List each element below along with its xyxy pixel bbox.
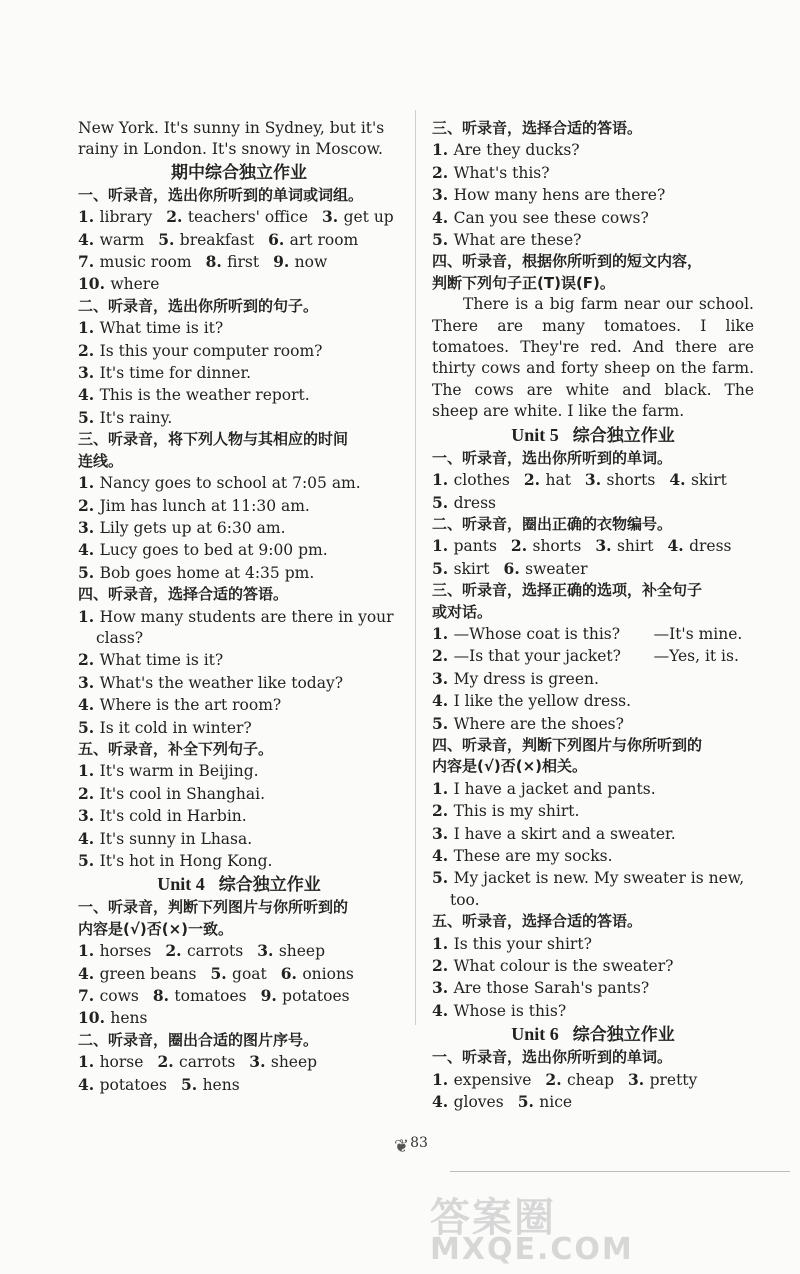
item-number: 3. (432, 668, 454, 688)
word-item: 4. gloves (432, 1092, 504, 1112)
word-row (78, 229, 400, 251)
item-number: 2. (78, 340, 100, 360)
list-item (78, 495, 400, 517)
item-number: 1. (432, 778, 454, 798)
item-text: How many hens are there? (453, 186, 666, 205)
item-text: My dress is green. (453, 669, 599, 688)
item-number: 2. (78, 783, 100, 803)
word-row (78, 963, 400, 985)
item-text: What are these? (453, 231, 582, 250)
list-item (432, 207, 754, 229)
item-number: 2. (432, 956, 454, 976)
word-item: 4. skirt (669, 470, 727, 490)
list-item (78, 805, 400, 827)
unit5-s4-list (432, 778, 754, 868)
unit4-s2-title: 二、听录音，圈出合适的图片序号。 (78, 1030, 319, 1049)
list-item (432, 184, 754, 206)
word-item: 1. horse (78, 1052, 144, 1072)
word-item: 3. shorts (584, 470, 656, 490)
list-item (78, 850, 400, 872)
unit4-s1-title-cont: 内容是(√)否(×)一致。 (78, 919, 233, 938)
item-text: It's cool in Shanghai. (99, 784, 266, 803)
watermark-url: MXQE.COM (430, 1232, 634, 1267)
unit-label: Unit 4 (157, 874, 205, 895)
s3-title: 三、听录音，选择合适的答语。 (432, 119, 643, 137)
leaf-ornament-icon: ❦ (394, 1136, 410, 1157)
list-item (78, 317, 400, 339)
word-item: 9. now (273, 252, 328, 272)
midterm-s4-title: 四、听录音，选择合适的答语。 (78, 585, 289, 604)
word-item: 4. green beans (78, 963, 197, 983)
item-text: What colour is the sweater? (453, 957, 674, 976)
item-text: It's cold in Harbin. (99, 807, 247, 826)
word-item: 2. carrots (165, 941, 244, 961)
word-item: 4. warm (78, 229, 145, 249)
unit-label: Unit 5 (511, 424, 559, 445)
item-text: What's this? (453, 163, 550, 182)
word-item: 2. carrots (157, 1052, 236, 1072)
word-row (78, 273, 400, 295)
word-item: 6. sweater (503, 558, 588, 578)
word-row (432, 492, 754, 514)
midterm-s1-rows (78, 206, 400, 296)
word-item: 5. dress (432, 492, 496, 512)
column-divider (415, 110, 416, 1025)
list-item (78, 539, 400, 561)
item-text: What time is it? (99, 651, 224, 670)
item-text: Bob goes home at 4:35 pm. (99, 563, 315, 582)
word-row (78, 1074, 400, 1096)
list-item (78, 517, 400, 539)
item-text: Is it cold in winter? (99, 718, 252, 737)
word-item: 5. goat (210, 963, 267, 983)
farm-passage: There is a big farm near our school. There are many tomatoes. I like tomatoes. They're red. And there are thirty cows and forty sheep on the farm. The cows are white and black. The sheep are white. I like the farm. (432, 295, 754, 421)
item-text: These are my socks. (453, 847, 613, 865)
item-text: Lily gets up at 6:30 am. (99, 518, 286, 537)
list-item (78, 362, 400, 384)
unit6-s1-title: 一、听录音，选出你所听到的单词。 (432, 1048, 673, 1067)
item-number: 5. (432, 230, 454, 250)
list-item (432, 162, 754, 184)
unit5-s5-title: 五、听录音，选择合适的答语。 (432, 912, 643, 931)
item-number: 5. (78, 562, 100, 582)
unit4-s1-rows (78, 940, 400, 1030)
s4-title: 四、听录音，根据你所听到的短文内容， (432, 252, 703, 271)
item-text: It's warm in Beijing. (99, 762, 259, 781)
word-row (432, 1069, 754, 1091)
list-item (78, 672, 400, 694)
list-item: 1. How many students are there in your (78, 606, 394, 626)
page-number: ❦ 83 (398, 1128, 440, 1158)
item-number: 1. (78, 761, 100, 781)
item-number: 2. (432, 801, 454, 821)
item-text: Where are the shoes? (453, 714, 624, 733)
word-item: 8. tomatoes (152, 986, 247, 1006)
word-row (432, 1091, 754, 1113)
word-item: 4. potatoes (78, 1074, 167, 1094)
midterm-s3-list (78, 472, 400, 584)
list-item-cont: class? (96, 628, 144, 647)
item-number: 3. (432, 185, 454, 205)
list-item (432, 229, 754, 251)
intro-line: rainy in London. It's snowy in Moscow. (78, 140, 383, 159)
left-column (78, 118, 400, 1096)
item-number: 5. (432, 713, 454, 733)
midterm-title: 期中综合独立作业 (171, 162, 307, 183)
item-text: It's sunny in Lhasa. (99, 829, 253, 848)
list-item (432, 690, 754, 712)
item-number: 3. (432, 978, 454, 998)
word-row (78, 1051, 400, 1073)
unit5-title (432, 423, 754, 448)
word-item: 5. hens (181, 1074, 240, 1094)
item-number: 3. (78, 363, 100, 383)
word-item: 7. cows (78, 986, 139, 1006)
unit5-s3-title-cont: 或对话。 (432, 602, 493, 621)
list-item (432, 845, 754, 867)
item-number: 4. (78, 828, 100, 848)
list-item (78, 783, 400, 805)
item-number: 5. (78, 851, 100, 870)
unit5-s2-rows (432, 535, 754, 580)
list-item (432, 713, 754, 735)
midterm-s4-list (78, 649, 400, 739)
word-row (432, 469, 754, 491)
word-item: 5. breakfast (158, 229, 255, 249)
item-text: Nancy goes to school at 7:05 am. (99, 474, 361, 493)
item-number: 1. (78, 473, 100, 493)
midterm-s1-title: 一、听录音，选出你所听到的单词或词组。 (78, 185, 364, 204)
item-text: Where is the art room? (99, 696, 282, 715)
item-number: 1. (432, 933, 454, 953)
word-item: 3. pretty (628, 1069, 698, 1089)
item-text: I have a skirt and a sweater. (453, 824, 676, 843)
item-text: This is my shirt. (453, 802, 580, 821)
list-item: 5. My jacket is new. My sweater is new, (432, 868, 745, 888)
item-text: This is the weather report. (99, 386, 310, 405)
item-number: 2. (432, 162, 454, 182)
list-item (78, 694, 400, 716)
item-number: 1. (78, 318, 100, 338)
item-number: 2. (78, 495, 100, 515)
list-item (78, 717, 400, 739)
item-number: 2. (78, 650, 100, 670)
s3-list (432, 139, 754, 251)
item-number: 4. (78, 540, 100, 560)
word-item: 10. where (78, 274, 160, 294)
item-text: I like the yellow dress. (453, 692, 632, 711)
item-number: 1. (432, 140, 454, 160)
item-text: Can you see these cows? (453, 208, 649, 227)
list-item (78, 407, 400, 429)
right-column (432, 118, 754, 1113)
list-item (432, 139, 754, 161)
midterm-s5-list (78, 760, 400, 872)
word-item: 3. sheep (249, 1052, 318, 1072)
unit5-s5-list (432, 933, 754, 1023)
midterm-s2-title: 二、听录音，选出你所听到的句子。 (78, 296, 319, 315)
list-item (432, 1000, 754, 1022)
word-item: 6. onions (280, 963, 354, 983)
unit-heading: 综合独立作业 (572, 1025, 675, 1046)
word-item: 2. shorts (510, 536, 582, 556)
word-item: 1. pants (432, 536, 497, 556)
word-item: 10. hens (78, 1008, 148, 1028)
word-row (78, 940, 400, 962)
item-number: 3. (78, 806, 100, 826)
list-item (432, 800, 754, 822)
midterm-s2-list (78, 317, 400, 429)
word-row (78, 985, 400, 1007)
unit5-s3-title: 三、听录音，选择正确的选项，补全句子 (432, 581, 703, 600)
unit4-s1-title: 一、听录音，判断下列图片与你所听到的 (78, 898, 349, 917)
item-text: It's time for dinner. (99, 364, 252, 383)
list-item (432, 668, 754, 690)
list-item (78, 340, 400, 362)
unit5-s1-rows (432, 469, 754, 514)
word-item: 1. horses (78, 941, 152, 961)
item-text: Lucy goes to bed at 9:00 pm. (99, 541, 328, 560)
item-number: 3. (78, 672, 100, 692)
unit4-s2-rows (78, 1051, 400, 1096)
unit5-s4-title-cont: 内容是(√)否(×)相关。 (432, 757, 587, 776)
footer-rule (450, 1171, 790, 1172)
word-item: 3. sheep (257, 941, 326, 961)
list-item (78, 828, 400, 850)
word-item: 3. shirt (595, 536, 654, 556)
unit-heading: 综合独立作业 (572, 425, 675, 446)
item-text: What time is it? (99, 319, 224, 338)
unit6-title (432, 1022, 754, 1047)
s4-title-cont: 判断下列句子正(T)误(F)。 (432, 273, 615, 292)
word-row (432, 535, 754, 557)
item-text: Jim has lunch at 11:30 am. (99, 496, 310, 515)
list-item (78, 472, 400, 494)
word-row (78, 1007, 400, 1029)
item-number: 3. (78, 517, 100, 537)
item-text: I have a jacket and pants. (453, 779, 656, 798)
word-item: 5. nice (517, 1092, 573, 1112)
item-number: 3. (432, 823, 454, 843)
unit5-s4-title: 四、听录音，判断下列图片与你所听到的 (432, 735, 703, 754)
word-item: 4. dress (667, 536, 732, 556)
item-text: Are those Sarah's pants? (453, 979, 650, 998)
word-item: 5. skirt (432, 558, 490, 578)
item-text: Is this your shirt? (453, 934, 592, 953)
item-text: It's hot in Hong Kong. (99, 852, 273, 870)
word-item: 1. library (78, 207, 153, 227)
word-item: 9. potatoes (260, 986, 350, 1006)
word-item: 1. expensive (432, 1069, 532, 1089)
dialogue-item: 2. —Is that your jacket? —Yes, it is. (432, 646, 739, 666)
unit5-s3-list (432, 668, 754, 735)
item-text: Are they ducks? (453, 141, 580, 160)
item-number: 5. (78, 717, 100, 737)
item-text: What's the weather like today? (99, 673, 344, 692)
list-item (432, 933, 754, 955)
word-row (78, 206, 400, 228)
unit4-title (78, 872, 400, 897)
unit6-s1-rows (432, 1069, 754, 1114)
word-row (432, 558, 754, 580)
list-item (432, 778, 754, 800)
item-text: Whose is this? (453, 1001, 567, 1020)
word-item: 1. clothes (432, 470, 510, 490)
item-number: 4. (432, 846, 454, 865)
item-number: 4. (432, 207, 454, 227)
list-item (78, 649, 400, 671)
item-text: Is this your computer room? (99, 341, 323, 360)
word-item: 8. first (205, 252, 260, 272)
list-item (78, 384, 400, 406)
word-item: 3. get up (322, 207, 394, 227)
watermark-logo: 答案圈 (430, 1195, 556, 1241)
unit5-s2-title: 二、听录音，圈出正确的衣物编号。 (432, 514, 673, 533)
list-item (432, 823, 754, 845)
intro-line: New York. It's sunny in Sydney, but it's (78, 119, 385, 137)
item-number: 4. (432, 691, 454, 711)
item-number: 4. (432, 1000, 454, 1020)
list-item-cont: too. (450, 890, 480, 909)
word-item: 6. art room (268, 229, 359, 249)
dialogue-item: 1. —Whose coat is this? —It's mine. (432, 623, 743, 643)
word-item: 7. music room (78, 252, 192, 272)
list-item (78, 562, 400, 584)
midterm-s5-title: 五、听录音，补全下列句子。 (78, 739, 274, 758)
list-item (432, 955, 754, 977)
list-item (432, 977, 754, 999)
unit-heading: 综合独立作业 (218, 875, 321, 896)
item-number: 4. (78, 695, 100, 715)
word-item: 2. hat (523, 470, 571, 490)
unit5-s1-title: 一、听录音，选出你所听到的单词。 (432, 448, 673, 467)
midterm-s3-title-cont: 连线。 (78, 451, 124, 470)
item-number: 4. (78, 385, 100, 405)
word-item: 2. cheap (545, 1069, 614, 1089)
unit-label: Unit 6 (511, 1024, 559, 1045)
item-number: 5. (78, 407, 100, 427)
word-item: 2. teachers' office (166, 207, 308, 227)
word-row (78, 251, 400, 273)
midterm-s3-title: 三、听录音，将下列人物与其相应的时间 (78, 430, 349, 449)
item-text: It's rainy. (99, 408, 173, 427)
list-item (78, 760, 400, 782)
